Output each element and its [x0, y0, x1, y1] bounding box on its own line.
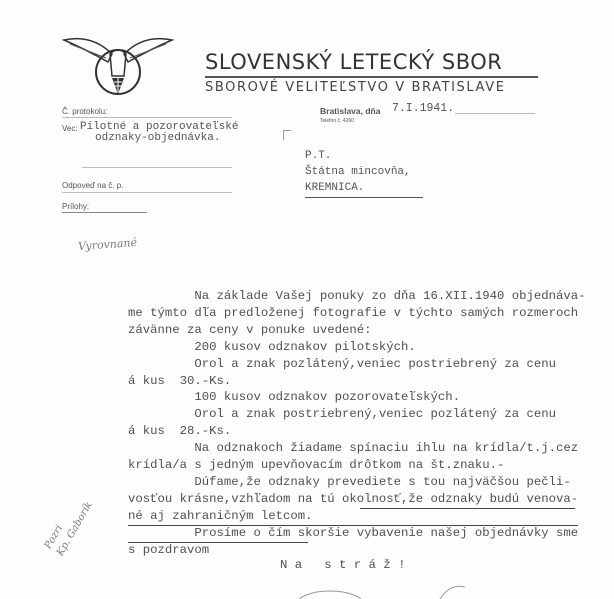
underline-2	[128, 525, 578, 526]
body-line: vosťou krásne,vzhľadom na tú okolnosť,že odznaky budú venova-	[128, 491, 579, 506]
body-line: Prosíme o čím skoršie vybavenie našej objednávky sme	[128, 525, 579, 540]
phone: Telefon č. 4260	[320, 118, 354, 124]
protocol-line	[62, 117, 232, 118]
subject-line-1: Pilotné a pozorovateľské	[80, 121, 239, 133]
subject-line-2: odznaky-objednávka.	[95, 132, 221, 144]
handwritten-note-top: Vyrovnané	[77, 235, 138, 254]
reply-line	[62, 192, 232, 193]
body-line: á kus 30.-Ks.	[128, 373, 232, 388]
body-line: né aj zahraničným letcom.	[128, 508, 313, 523]
underline-3	[128, 542, 308, 543]
letterhead-rule	[205, 76, 538, 78]
body-line: Orol a znak pozlátený,veniec postriebrený za cenu	[128, 356, 557, 371]
closing-salutation: N a s t r á ž !	[280, 558, 406, 572]
recipient-line-2: Štátna mincovňa,	[305, 166, 411, 178]
address-corner-mark	[283, 130, 284, 140]
protocol-label: Č. protokolu:	[62, 107, 108, 116]
body-line: 100 kusov odznakov pozorovateľských.	[128, 390, 461, 405]
recipient-underline	[305, 197, 423, 198]
date-line	[455, 113, 535, 114]
body-line: krídla/a s jedným upevňovacím drôtkom na št.znaku.-	[128, 458, 505, 472]
body-line: Na odznakoch žiadame spínaciu ihlu na krídla/t.j.cez	[128, 441, 579, 456]
stamp-and-signature	[290, 583, 490, 599]
recipient-line-3: KREMNICA.	[305, 182, 365, 194]
body-line: závänne za ceny v ponuke uvedené:	[128, 322, 372, 337]
address-corner-mark-h	[283, 130, 291, 131]
letter-date: 7.I.1941.	[392, 102, 455, 115]
letterhead-title: SLOVENSKÝ LETECKÝ SBOR	[205, 50, 503, 74]
handwritten-note-side: Pozri Kp. Gaborík	[42, 499, 95, 558]
body-line: me týmto dľa predloženej fotografie v týchto samých rozmeroch	[128, 305, 579, 320]
body-line: Dúfame,že odznaky prevediete s tou najväčšou pečli-	[128, 474, 571, 489]
recipient-line-1: P.T.	[305, 150, 332, 162]
underline-1	[360, 508, 575, 509]
attachments-line	[62, 212, 147, 213]
reply-label: Odpoveď na č. p.	[62, 181, 124, 190]
letterhead-subtitle: SBOROVÉ VELITEĽSTVO V BRATISLAVE	[205, 80, 506, 95]
eagle-emblem-logo	[62, 32, 174, 104]
body-line: Na základe Vašej ponuky zo dňa 16.XII.1940 objednáva-	[128, 289, 586, 303]
body-line: á kus 28.-Ks.	[128, 424, 232, 439]
subject-label: Vec:	[62, 124, 78, 133]
body-line: s pozdravom	[128, 542, 210, 557]
subject-line	[82, 167, 232, 168]
body-line: 200 kusov odznakov pilotských.	[128, 339, 416, 354]
attachments-label: Prílohy:	[62, 202, 90, 211]
place-label: Bratislava, dňa	[320, 106, 381, 116]
body-line: Orol a znak postriebrený,veniec pozlátený za cenu	[128, 407, 557, 422]
